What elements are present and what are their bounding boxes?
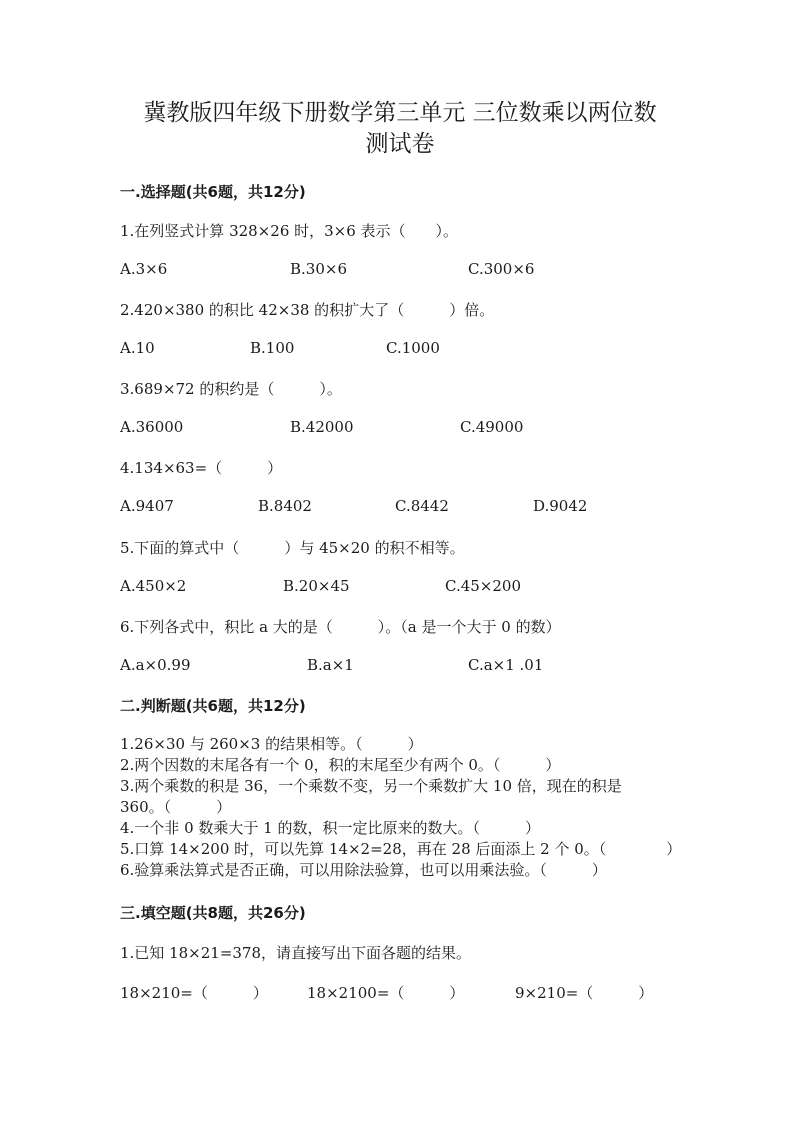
question-6: 6.下列各式中，积比 a 大的是（ ）。（a 是一个大于 0 的数） — [120, 618, 561, 636]
question-3: 3.689×72 的积约是（ ）。 — [120, 380, 342, 398]
option-3c: C.49000 — [460, 418, 524, 436]
option-3a: A.36000 — [120, 418, 184, 436]
option-4a: A.9407 — [120, 497, 174, 515]
question-5: 5.下面的算式中（ ）与 45×20 的积不相等。 — [120, 539, 465, 557]
option-4d: D.9042 — [533, 497, 588, 515]
option-6b: B.a×1 — [307, 656, 354, 674]
option-2c: C.1000 — [386, 339, 440, 357]
option-4c: C.8442 — [395, 497, 449, 515]
question-2: 2.420×380 的积比 42×38 的积扩大了（ ）倍。 — [120, 301, 495, 319]
fill-blank-1: 18×210=（ ） — [120, 984, 268, 1002]
option-1b: B.30×6 — [290, 260, 347, 278]
page-title-line1: 冀教版四年级下册数学第三单元 三位数乘以两位数 — [143, 100, 657, 126]
judgement-item-3-cont: 360。（ ） — [120, 798, 232, 816]
option-2a: A.10 — [120, 339, 155, 357]
section-heading-judgement: 二.判断题(共6题，共12分) — [120, 697, 306, 715]
section-heading-choice: 一.选择题(共6题，共12分) — [120, 183, 306, 201]
judgement-item-2: 2.两个因数的末尾各有一个 0，积的末尾至少有两个 0。（ ） — [120, 756, 561, 774]
fill-question-1: 1.已知 18×21=378，请直接写出下面各题的结果。 — [120, 944, 472, 962]
page-title-line2: 测试卷 — [365, 131, 435, 157]
judgement-item-3: 3.两个乘数的积是 36，一个乘数不变，另一个乘数扩大 10 倍，现在的积是 — [120, 777, 622, 795]
option-1a: A.3×6 — [120, 260, 168, 278]
option-4b: B.8402 — [258, 497, 312, 515]
option-2b: B.100 — [250, 339, 295, 357]
option-1c: C.300×6 — [468, 260, 535, 278]
question-1: 1.在列竖式计算 328×26 时，3×6 表示（ ）。 — [120, 222, 459, 240]
fill-blank-2: 18×2100=（ ） — [307, 984, 465, 1002]
option-3b: B.42000 — [290, 418, 354, 436]
section-heading-fill: 三.填空题(共8题，共26分) — [120, 904, 306, 922]
judgement-item-1: 1.26×30 与 260×3 的结果相等。（ ） — [120, 735, 423, 753]
option-5c: C.45×200 — [445, 577, 521, 595]
option-5a: A.450×2 — [120, 577, 187, 595]
option-6a: A.a×0.99 — [120, 656, 191, 674]
judgement-item-5: 5.口算 14×200 时，可以先算 14×2=28，再在 28 后面添上 2 个 0。（ ） — [120, 840, 682, 858]
fill-blank-3: 9×210=（ ） — [515, 984, 654, 1002]
judgement-item-6: 6.验算乘法算式是否正确，可以用除法验算，也可以用乘法验。（ ） — [120, 861, 607, 879]
question-4: 4.134×63=（ ） — [120, 459, 283, 477]
judgement-item-4: 4.一个非 0 数乘大于 1 的数，积一定比原来的数大。（ ） — [120, 819, 540, 837]
option-6c: C.a×1 .01 — [468, 656, 544, 674]
option-5b: B.20×45 — [283, 577, 350, 595]
